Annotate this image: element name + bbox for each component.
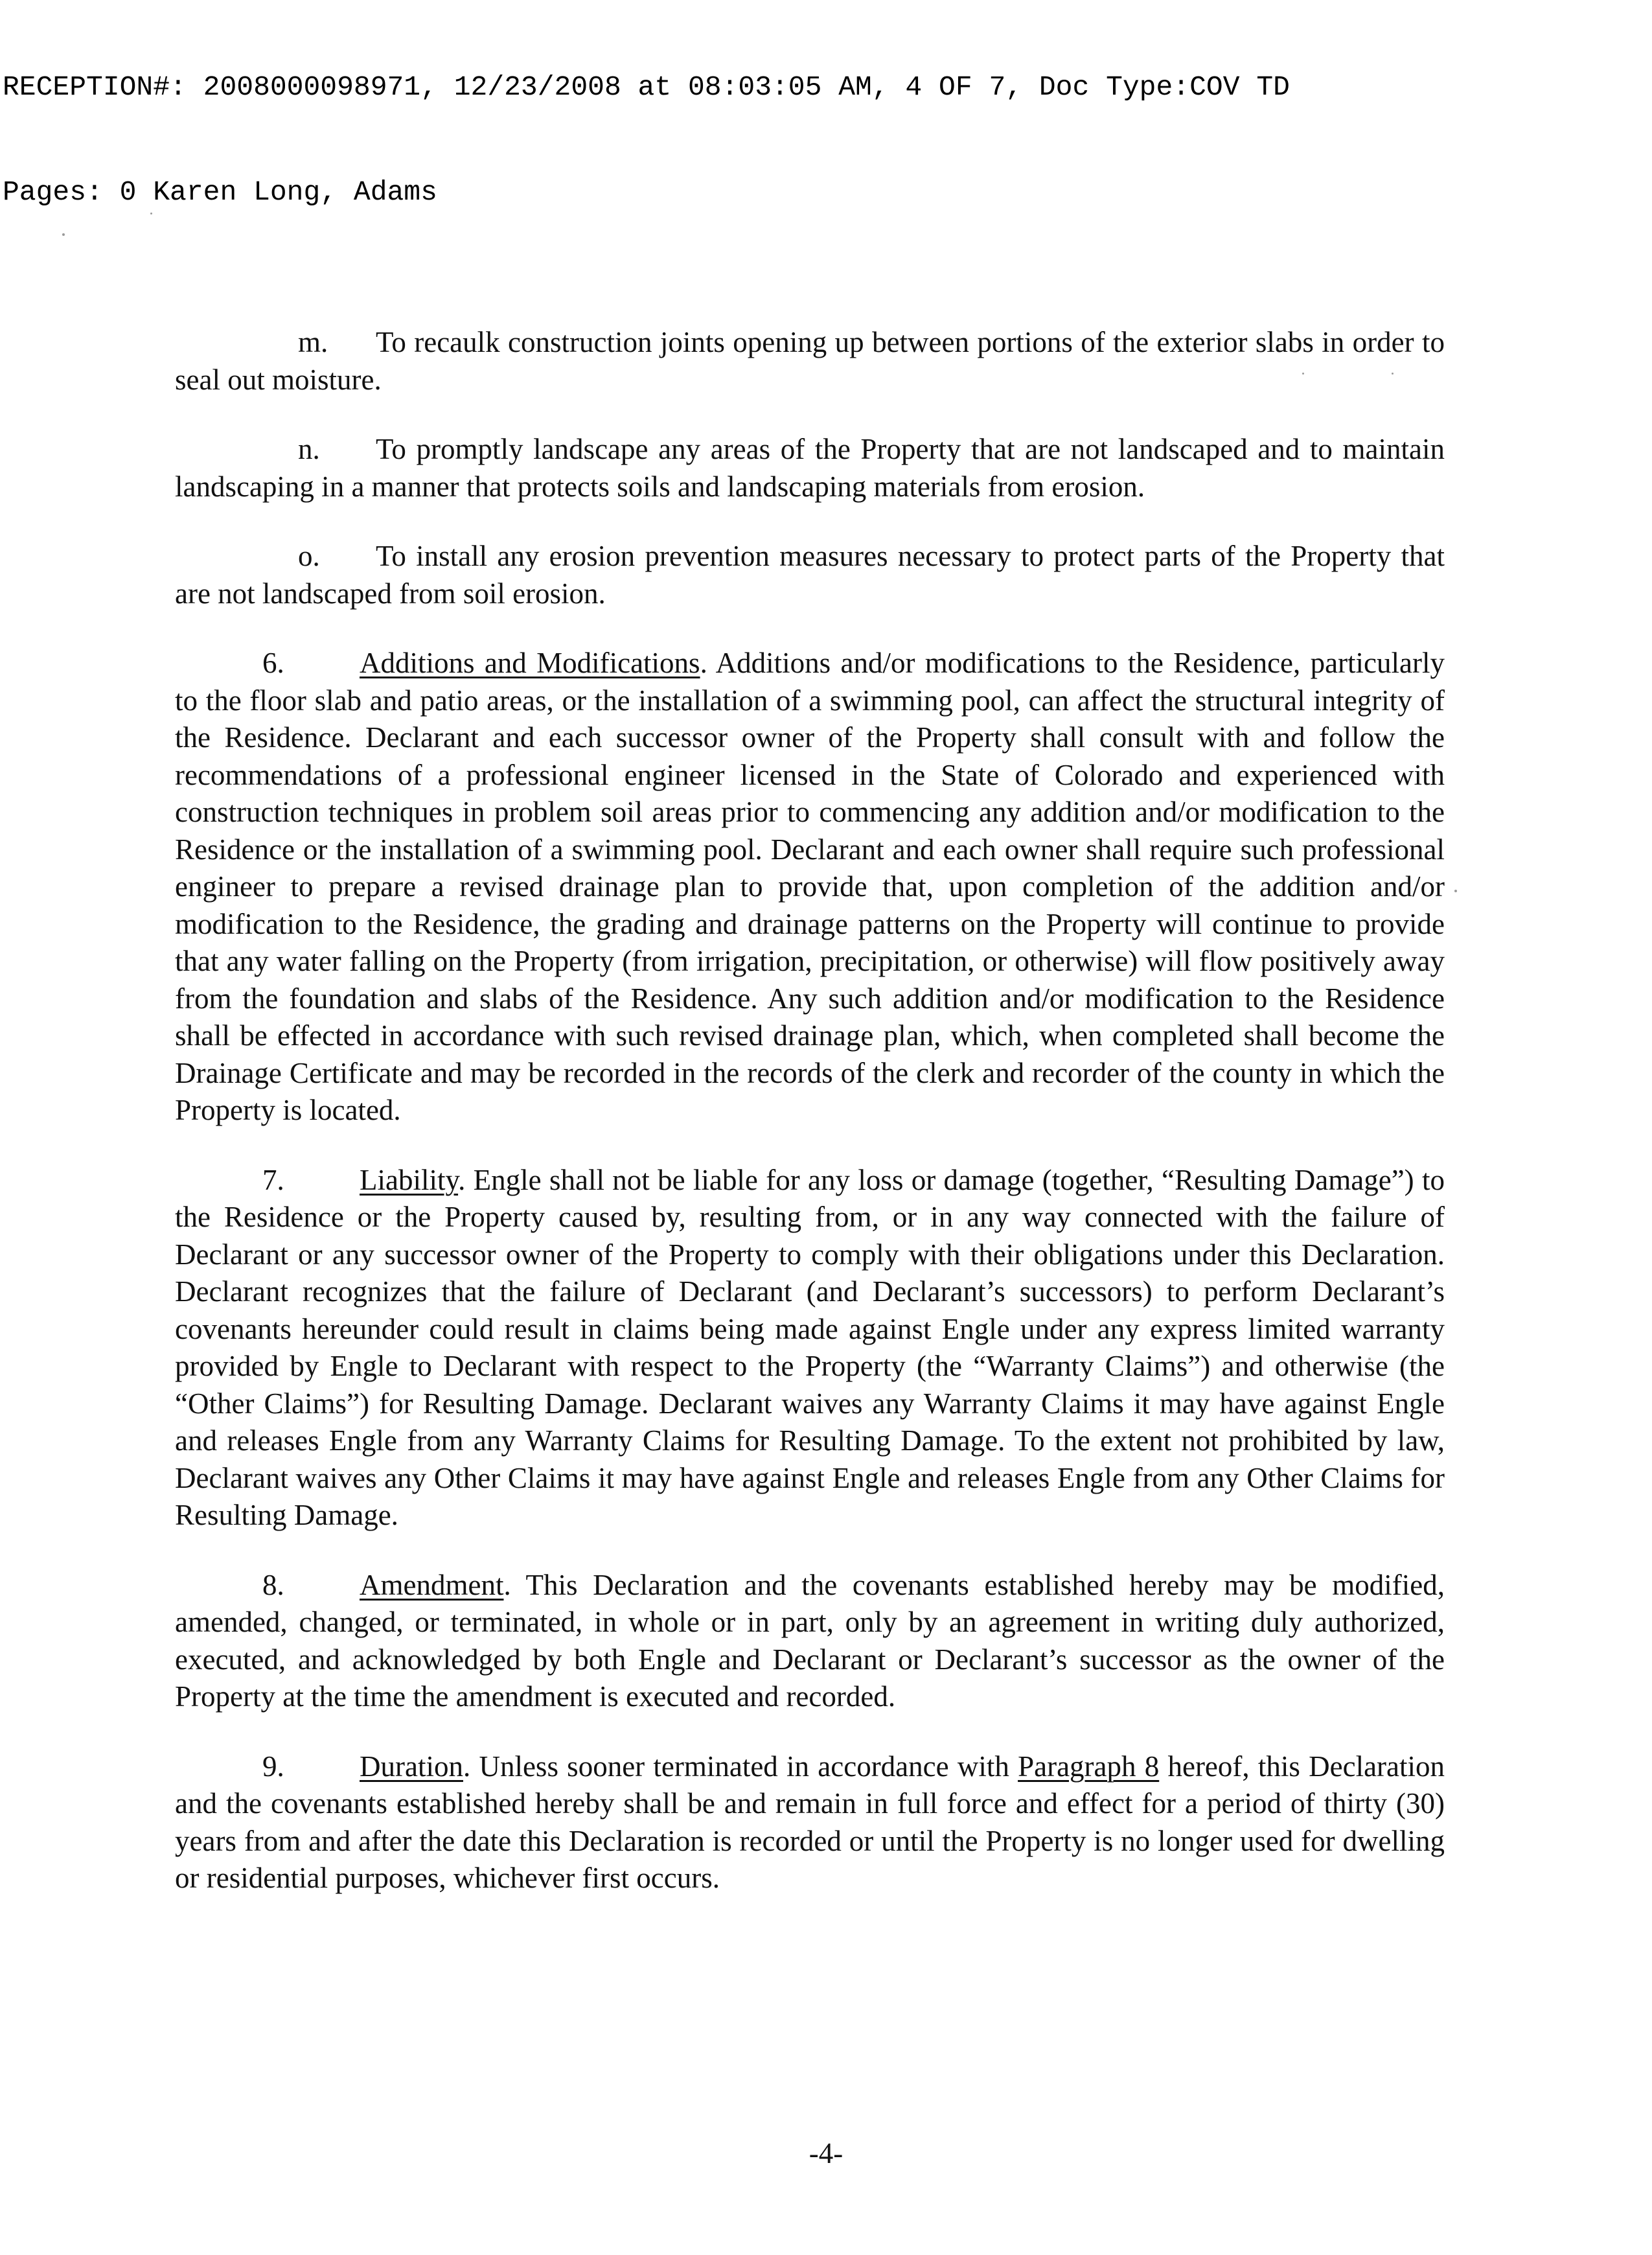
document-body (175, 324, 1445, 1930)
page-number: -4- (809, 2137, 843, 2169)
recording-stamp-line-2: Pages: 0 Karen Long, Adams (3, 176, 437, 208)
section-6-number: 6. (262, 647, 284, 679)
item-m-marker: m. (298, 326, 328, 358)
section-9-heading: Duration (360, 1750, 463, 1783)
item-o-text: To install any erosion prevention measures necessary to protect parts of the Property that are not landscaped from soil erosion. (175, 540, 1445, 610)
section-9-text-before: Unless sooner terminated in accordance with (479, 1750, 1009, 1783)
section-8-number: 8. (262, 1568, 284, 1601)
section-9-number: 9. (262, 1750, 284, 1783)
item-o (175, 538, 1445, 612)
section-6: 6. Additions and Modifications. Additions and/or modifications to the Residence, particularly to the floor slab and patio areas, or the installation of a swimming pool, can affect the structural integrity of the Residence. Declarant and each successor owner of the Property shall consult with and follow the recommendations of a professional engineer licensed in the State of Colorado and experienced with construction techniques in problem soil areas prior to commencing any addition and/or modification to the Residence or the installation of a swimming pool. Declarant and each owner shall require such professional engineer to prepare a revised drainage plan to provide that, upon completion of the addition and/or modification to the Residence, the grading and drainage patterns on the Property will continue to provide that any water falling on the Property (from irrigation, precipitation, or otherwise) will flow positively away from the foundation and slabs of the Residence. Any such addition and/or modification to the Residence shall be effected in accordance with such revised drainage plan, which, when completed shall become the Drainage Certificate and may be recorded in the records of the clerk and recorder of the county in which the Property is located. (175, 645, 1445, 1129)
section-7-text: Engle shall not be liable for any loss or damage (together, “Resulting Damage”) to the Residence or the Property caused by, resulting from, or in any way connected with the failure of Declarant or any successor owner of the Property to comply with their obligations under this Declaration. Declarant recognizes that the failure of Declarant (and Declarant’s successors) to perform Declarant’s covenants hereunder could result in claims being made against Engle under any express limited warranty provided by Engle to Declarant with respect to the Property (the “Warranty Claims”) and otherwise (the “Other Claims”) for Resulting Damage. Declarant waives any Warranty Claims it may have against Engle and releases Engle from any Warranty Claims for Resulting Damage. To the extent not prohibited by law, Declarant waives any Other Claims it may have against Engle and releases Engle from any Other Claims for Resulting Damage. (175, 1163, 1445, 1531)
section-8: 8. Amendment. This Declaration and the covenants established hereby may be modified, amended, changed, or terminated, in whole or in part, only by an agreement in writing duly authorized, executed, and acknowledged by both Engle and Declarant or Declarant’s successor as the owner of the Property at the time the amendment is executed and recorded. (175, 1567, 1445, 1716)
item-o-marker: o. (298, 540, 320, 572)
paragraph-8-reference: Paragraph 8 (1018, 1750, 1160, 1783)
scan-speck (62, 233, 65, 236)
section-6-heading: Additions and Modifications (360, 647, 700, 679)
item-n (175, 431, 1445, 505)
item-n-text: To promptly landscape any areas of the Property that are not landscaped and to maintain landscaping in a manner that protects soils and landscaping materials from erosion. (175, 433, 1445, 503)
section-7-number: 7. (262, 1163, 284, 1196)
item-m (175, 324, 1445, 399)
section-6-text: Additions and/or modifications to the Residence, particularly to the floor slab and patio areas, or the installation of a swimming pool, can affect the structural integrity of the Residence. Declarant and each successor owner of the Property shall consult with and follow the recommendations of a professional engineer licensed in the State of Colorado and experienced with construction techniques in problem soil areas prior to commencing any addition and/or modification to the Residence or the installation of a swimming pool. Declarant and each owner shall require such professional engineer to prepare a revised drainage plan to provide that, upon completion of the addition and/or modification to the Residence, the grading and drainage patterns on the Property will continue to provide that any water falling on the Property (from irrigation, precipitation, or otherwise) will flow positively away from the foundation and slabs of the Residence. Any such addition and/or modification to the Residence shall be effected in accordance with such revised drainage plan, which, when completed shall become the Drainage Certificate and may be recorded in the records of the clerk and recorder of the county in which the Property is located. (175, 647, 1445, 1126)
recording-stamp-header (3, 0, 1290, 245)
section-9: 9. Duration. Unless sooner terminated in accordance with Paragraph 8 hereof, this Declaration and the covenants established hereby shall be and remain in full force and effect for a period of thirty (30) years from and after the date this Declaration is recorded or until the Property is no longer used for dwelling or residential purposes, whichever first occurs. (175, 1748, 1445, 1897)
section-7-heading: Liability (360, 1163, 459, 1196)
scan-speck (1454, 890, 1457, 892)
scan-speck (150, 213, 152, 214)
recording-stamp-line-1: RECEPTION#: 2008000098971, 12/23/2008 at 08:03:05 AM, 4 OF 7, Doc Type:COV TD (3, 71, 1290, 103)
item-n-marker: n. (298, 433, 320, 465)
item-m-text: To recaulk construction joints opening up between portions of the exterior slabs in order to seal out moisture. (175, 326, 1445, 396)
section-7: 7. Liability. Engle shall not be liable for any loss or damage (together, “Resulting Damage”) to the Residence or the Property caused by, resulting from, or in any way connected with the failure of Declarant or any successor owner of the Property to comply with their obligations under this Declaration. Declarant recognizes that the failure of Declarant (and Declarant’s successors) to perform Declarant’s covenants hereunder could result in claims being made against Engle under any express limited warranty provided by Engle to Declarant with respect to the Property (the “Warranty Claims”) and otherwise (the “Other Claims”) for Resulting Damage. Declarant waives any Warranty Claims it may have against Engle and releases Engle from any Warranty Claims for Resulting Damage. To the extent not prohibited by law, Declarant waives any Other Claims it may have against Engle and releases Engle from any Other Claims for Resulting Damage. (175, 1162, 1445, 1534)
section-8-heading: Amendment (360, 1568, 504, 1601)
section-8-text: This Declaration and the covenants established hereby may be modified, amended, changed, or terminated, in whole or in part, only by an agreement in writing duly authorized, executed, and acknowledged by both Engle and Declarant or Declarant’s successor as the owner of the Property at the time the amendment is executed and recorded. (175, 1568, 1445, 1713)
section-9-text-after: hereof, this Declaration and the covenants established hereby shall be and remain in full force and effect for a period of thirty (30) years from and after the date this Declaration is recorded or until the Property is no longer used for dwelling or residential purposes, whichever first occurs. (175, 1750, 1445, 1894)
